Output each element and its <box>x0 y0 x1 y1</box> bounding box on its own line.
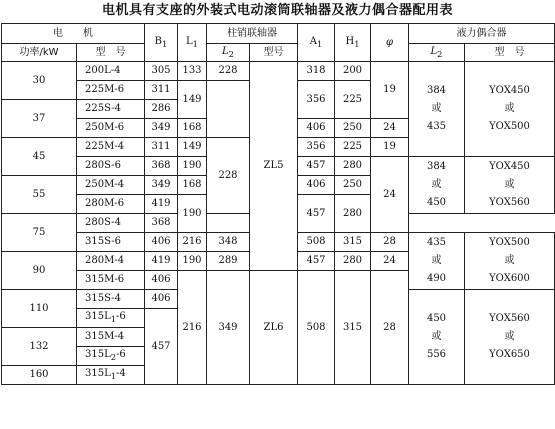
phi-cell: 19 <box>371 62 409 119</box>
fluid-model-cell: YOX450 或 YOX560 <box>465 157 555 214</box>
a1-header: $A_1$ <box>298 24 335 62</box>
fluid-l2-cell: 435 或 490 <box>409 233 465 290</box>
model-cell: 200L-4 <box>77 62 145 81</box>
b1-cell: 305 <box>145 62 178 81</box>
fluid-l2-header: $L_2$ <box>409 44 465 62</box>
l1-cell: 133 <box>178 62 207 81</box>
model-cell: 280S-6 <box>77 157 145 176</box>
l1-header: $L_1$ <box>178 24 207 62</box>
b1-cell: 419 <box>145 252 178 271</box>
phi-cell: 24 <box>371 252 409 271</box>
l2-cell: 228 <box>207 138 250 214</box>
a1-cell: 356 <box>298 81 335 119</box>
b1-cell: 368 <box>145 214 178 233</box>
a1-cell: 508 <box>298 271 335 385</box>
b1-cell: 419 <box>145 195 178 214</box>
b1-cell: 311 <box>145 138 178 157</box>
a1-cell: 457 <box>298 195 335 233</box>
power-cell: 75 <box>2 214 77 252</box>
h1-cell: 225 <box>335 138 371 157</box>
phi-cell: 28 <box>371 271 409 385</box>
power-cell: 45 <box>2 138 77 176</box>
pin-model-cell: ZL6 <box>250 271 298 385</box>
pin-model-cell: ZL5 <box>250 62 298 271</box>
fluid-l2-cell: 384 或 435 <box>409 62 465 157</box>
a1-cell: 406 <box>298 176 335 195</box>
l1-cell: 216 <box>178 271 207 385</box>
l1-cell: 190 <box>178 252 207 271</box>
fluid-model-cell: YOX450 或 YOX500 <box>465 62 555 157</box>
model-cell: $315L_1-4$ <box>77 366 145 385</box>
model-cell: $315L_1-6$ <box>77 309 145 328</box>
l1-cell: 190 <box>178 195 207 233</box>
h1-cell: 250 <box>335 176 371 195</box>
model-cell: 225M-6 <box>77 81 145 100</box>
a1-cell: 457 <box>298 157 335 176</box>
h1-header: $H_1$ <box>335 24 371 62</box>
model-cell: 315S-6 <box>77 233 145 252</box>
b1-cell: 406 <box>145 290 178 309</box>
model-cell: 250M-6 <box>77 119 145 138</box>
b1-cell: 457 <box>145 309 178 385</box>
phi-cell: 19 <box>371 138 409 157</box>
b1-cell: 286 <box>145 100 178 119</box>
fluid-l2-cell: 450 或 556 <box>409 290 465 385</box>
power-cell: 37 <box>2 100 77 138</box>
b1-cell: 406 <box>145 271 178 290</box>
model-cell: $315L_2-6$ <box>77 347 145 366</box>
l2-cell: 349 <box>207 271 250 385</box>
l1-cell: 168 <box>178 119 207 138</box>
pin-coupling-header: 柱销联轴器 <box>207 24 298 44</box>
h1-cell: 280 <box>335 157 371 176</box>
fluid-model-cell: YOX500 或 YOX600 <box>465 233 555 290</box>
h1-cell: 280 <box>335 195 371 233</box>
b1-cell: 349 <box>145 176 178 195</box>
power-cell: 132 <box>2 328 77 366</box>
model-cell: 280S-4 <box>77 214 145 233</box>
model-cell: 225S-4 <box>77 100 145 119</box>
l1-cell: 216 <box>178 233 207 252</box>
l1-cell: 190 <box>178 157 207 176</box>
h1-cell: 225 <box>335 81 371 119</box>
model-cell: 280M-4 <box>77 252 145 271</box>
power-cell: 160 <box>2 366 77 385</box>
model-cell: 315M-6 <box>77 271 145 290</box>
h1-cell: 280 <box>335 252 371 271</box>
b1-cell: 349 <box>145 119 178 138</box>
power-cell: 90 <box>2 252 77 290</box>
fluid-l2-cell: 384 或 450 <box>409 157 465 214</box>
l1-cell: 168 <box>178 176 207 195</box>
l1-cell: 149 <box>178 138 207 157</box>
model-cell: 315M-4 <box>77 328 145 347</box>
b1-header: $B_1$ <box>145 24 178 62</box>
a1-cell: 457 <box>298 252 335 271</box>
h1-cell: 250 <box>335 119 371 138</box>
l2-cell: 348 <box>207 233 250 252</box>
fluid-model-cell: YOX560 或 YOX650 <box>465 290 555 385</box>
model-header: 型 号 <box>77 44 145 62</box>
pin-model-header: 型号 <box>250 44 298 62</box>
fluid-model-header: 型 号 <box>465 44 555 62</box>
document-title: 电机具有支座的外装式电动滚筒联轴器及液力偶合器配用表 <box>101 3 453 18</box>
phi-cell: 28 <box>371 233 409 252</box>
fluid-coupling-header: 液力偶合器 <box>409 24 555 44</box>
model-cell: 250M-4 <box>77 176 145 195</box>
coupling-table <box>1 23 555 385</box>
a1-cell: 406 <box>298 119 335 138</box>
l2-cell: 228 <box>207 62 250 81</box>
phi-header: φ <box>371 24 409 62</box>
power-cell: 55 <box>2 176 77 214</box>
model-cell: 280M-6 <box>77 195 145 214</box>
model-cell: 315S-4 <box>77 290 145 309</box>
b1-cell: 311 <box>145 81 178 100</box>
a1-cell: 356 <box>298 138 335 157</box>
power-cell: 30 <box>2 62 77 100</box>
l1-cell: 149 <box>178 81 207 119</box>
motor-header: 电 机 <box>2 24 145 44</box>
a1-cell: 508 <box>298 233 335 252</box>
phi-cell: 24 <box>371 157 409 233</box>
model-cell: 225M-4 <box>77 138 145 157</box>
power-header: 功率/kW <box>2 44 77 62</box>
table-row <box>2 62 555 81</box>
power-cell: 110 <box>2 290 77 328</box>
b1-cell: 406 <box>145 233 178 252</box>
b1-cell: 368 <box>145 157 178 176</box>
a1-cell: 318 <box>298 62 335 81</box>
h1-cell: 200 <box>335 62 371 81</box>
l2-header: $L_2$ <box>207 44 250 62</box>
l2-cell: 289 <box>207 252 250 271</box>
l2-cell <box>207 81 250 138</box>
h1-cell: 315 <box>335 233 371 252</box>
phi-cell: 24 <box>371 119 409 138</box>
h1-cell: 315 <box>335 271 371 385</box>
